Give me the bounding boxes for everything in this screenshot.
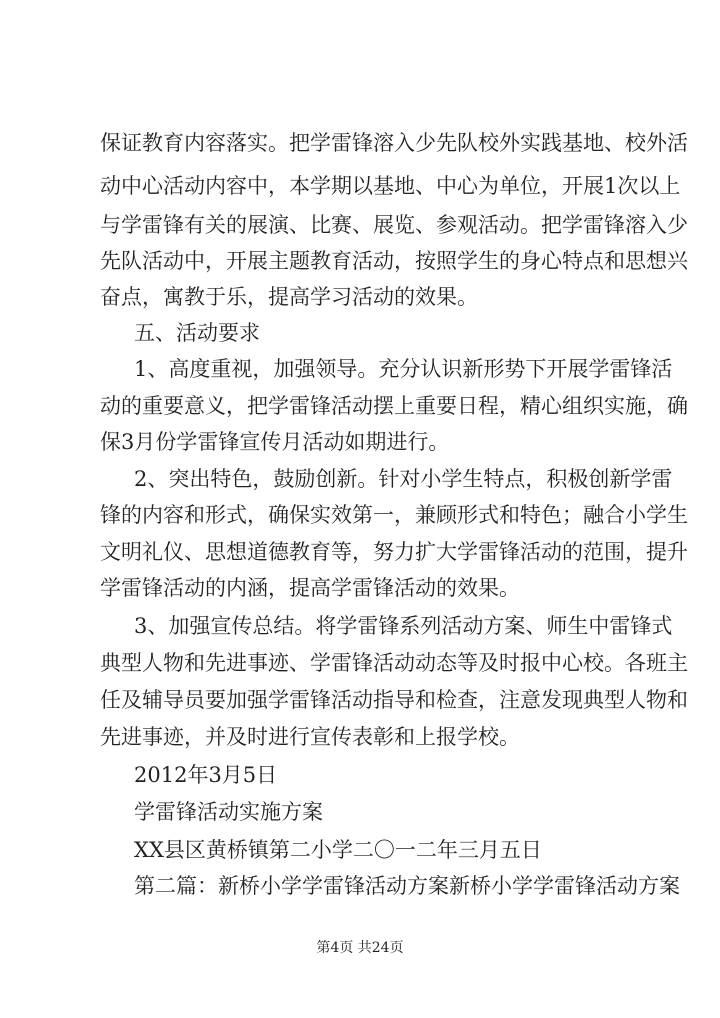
body-text-line: 保证教育内容落实。把学雷锋溶入少先队校外实践基地、校外活 <box>100 131 688 155</box>
body-text-line: 奋点，寓教于乐，提高学习活动的效果。 <box>100 285 478 309</box>
signature-line: XX县区黄桥镇第二小学二〇一二年三月五日 <box>134 838 542 862</box>
title-line: 学雷锋活动实施方案 <box>134 800 323 824</box>
body-text-line: 2、突出特色，鼓励创新。针对小学生特点，积极创新学雷 <box>134 467 673 491</box>
body-text-line: 1、高度重视，加强领导。充分认识新形势下开展学雷锋活 <box>134 357 673 381</box>
body-text-line: 先进事迹，并及时进行宣传表彰和上报学校。 <box>100 725 520 749</box>
chapter-heading: 第二篇：新桥小学学雷锋活动方案新桥小学学雷锋活动方案 <box>134 874 680 898</box>
body-text-line: 3、加强宣传总结。将学雷锋系列活动方案、师生中雷锋式 <box>134 614 673 638</box>
section-heading: 五、活动要求 <box>134 321 260 345</box>
body-text-line: 文明礼仪、思想道德教育等，努力扩大学雷锋活动的范围，提升 <box>100 540 688 564</box>
body-text-line: 任及辅导员要加强学雷锋活动指导和检查，注意发现典型人物和 <box>100 688 688 712</box>
date-line: 2012年3月5日 <box>134 763 278 787</box>
body-text-line: 与学雷锋有关的展演、比赛、展览、参观活动。把学雷锋溶入少 <box>100 213 688 237</box>
body-text-line: 学雷锋活动的内涵，提高学雷锋活动的效果。 <box>100 576 520 600</box>
body-text-line: 动中心活动内容中，本学期以基地、中心为单位，开展1次以上 <box>100 174 681 198</box>
body-text-line: 锋的内容和形式，确保实效第一，兼顾形式和特色；融合小学生 <box>100 503 688 527</box>
body-text-line: 保3月份学雷锋宣传月活动如期进行。 <box>100 430 450 454</box>
body-text-line: 先队活动中，开展主题教育活动，按照学生的身心特点和思想兴 <box>100 249 688 273</box>
body-text-line: 动的重要意义，把学雷锋活动摆上重要日程，精心组织实施，确 <box>100 394 688 418</box>
page-number-footer: 第4页 共24页 <box>316 940 404 956</box>
body-text-line: 典型人物和先进事迹、学雷锋活动动态等及时报中心校。各班主 <box>100 651 688 675</box>
